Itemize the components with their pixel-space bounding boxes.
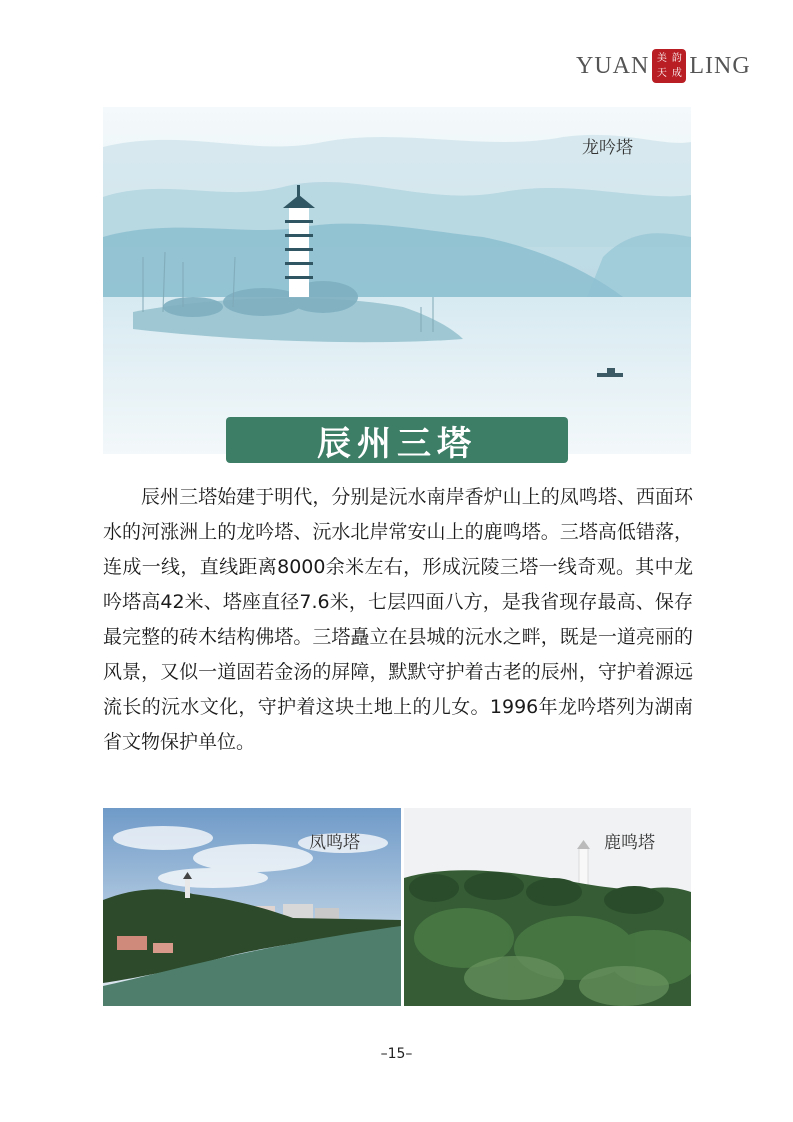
hero-caption: 龙吟塔 bbox=[582, 138, 633, 158]
page-title: 辰州三塔 bbox=[317, 423, 477, 464]
brand-text-left: YUAN bbox=[576, 52, 650, 79]
seal-char: 韵 bbox=[671, 53, 682, 64]
photo-right-caption: 鹿鸣塔 bbox=[604, 833, 655, 853]
title-banner bbox=[226, 417, 568, 463]
photo-fengming-pagoda bbox=[103, 808, 401, 1006]
photo-luming-pagoda bbox=[404, 808, 691, 1006]
seal-char: 天 bbox=[656, 68, 667, 79]
hero-image-longyin-pagoda bbox=[103, 107, 691, 454]
photo-left-caption: 凤鸣塔 bbox=[309, 833, 360, 853]
brand-text-right: LING bbox=[689, 52, 751, 79]
seal-char: 成 bbox=[671, 68, 682, 79]
hero-landscape-illustration bbox=[103, 107, 691, 454]
seal-char: 美 bbox=[656, 53, 667, 64]
brand-seal-logo bbox=[652, 49, 686, 83]
body-paragraph: 辰州三塔始建于明代，分别是沅水南岸香炉山上的凤鸣塔、西面环水的河涨洲上的龙吟塔、沅水北岸常安山上的鹿鸣塔。三塔高低错落，连成一线，直线距离8000余米左右，形成沅陵三塔一线奇观。其中龙吟塔高42米、塔座直径7.6米，七层四面八方，是我省现存最高、保存最完整的砖木结构佛塔。三塔矗立在县城的沅水之畔，既是一道亮丽的风景，又似一道固若金汤的屏障，默默守护着古老的辰州，守护着源远流长的沅水文化，守护着这块土地上的儿女。1996年龙吟塔列为湖南省文物保护单位。 bbox=[103, 486, 693, 753]
page-number: –15– bbox=[380, 1046, 413, 1062]
brand-logo bbox=[576, 48, 751, 84]
